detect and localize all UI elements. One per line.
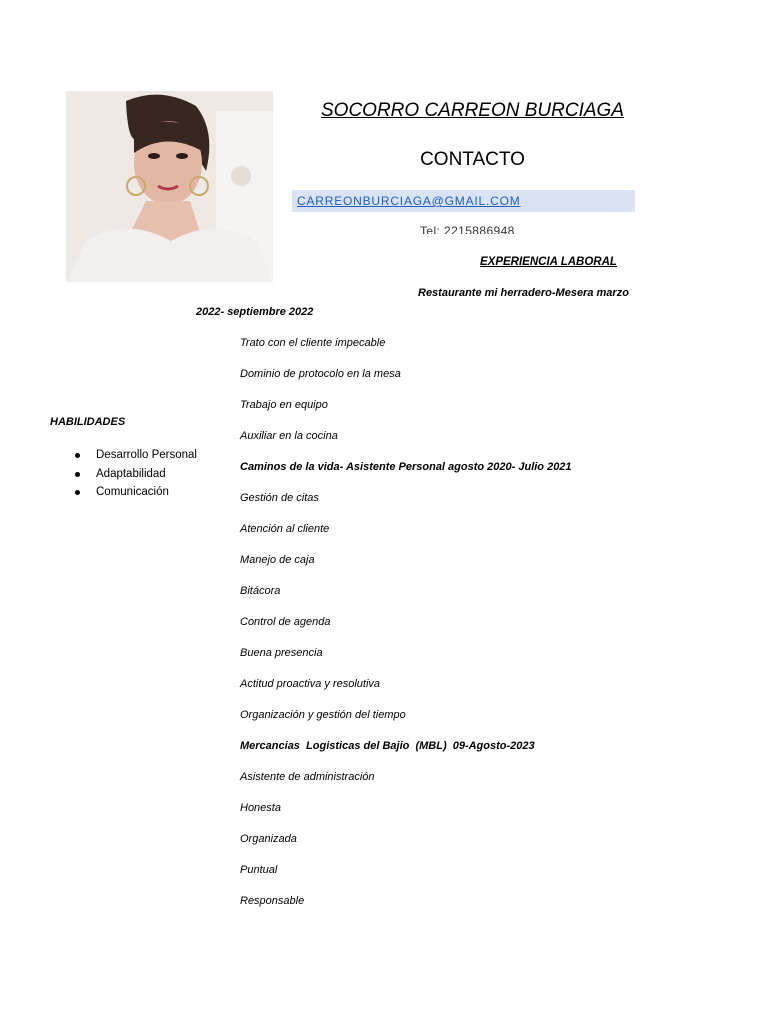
skill-item <box>70 446 220 465</box>
skills-heading: HABILIDADES <box>50 416 126 428</box>
job3-duty: Puntual <box>240 864 278 876</box>
job2-duty: Organización y gestión del tiempo <box>240 709 406 721</box>
bullet-icon <box>75 453 80 458</box>
skill-label: Comunicación <box>96 486 169 498</box>
job-title-1: Restaurante mi herradero-Mesera marzo <box>418 287 629 299</box>
job1-duty: Trabajo en equipo <box>240 399 328 411</box>
skill-label: Desarrollo Personal <box>96 449 197 461</box>
job3-duty: Asistente de administración <box>240 771 375 783</box>
contact-heading: CONTACTO <box>420 149 525 170</box>
skill-label: Adaptabilidad <box>96 467 166 480</box>
job1-duty: Auxiliar en la cocina <box>240 430 338 442</box>
job2-duty: Buena presencia <box>240 647 323 659</box>
job-title-2: Caminos de la vida- Asistente Personal agosto 2020- Julio 2021 <box>240 461 572 473</box>
phone-number: Tel: 2215886948 <box>420 224 515 234</box>
job2-duty: Actitud proactiva y resolutiva <box>240 678 381 690</box>
job1-duty: Trato con el cliente impecable <box>240 337 386 349</box>
job3-duty: Organizada <box>240 833 297 845</box>
job2-duty: Manejo de caja <box>240 554 315 566</box>
job-title-3: Mercancias Logisticas del Bajio (MBL) 09-Agosto-2023 <box>240 740 535 752</box>
job2-duty: Atención al cliente <box>240 523 330 535</box>
skill-item <box>70 465 220 484</box>
job1-duty: Dominio de protocolo en la mesa <box>240 368 401 380</box>
bullet-icon <box>75 472 80 477</box>
job2-duty: Control de agenda <box>240 616 331 628</box>
bullet-icon <box>75 490 80 495</box>
skills-list <box>70 446 220 502</box>
job3-duty: Responsable <box>240 895 305 907</box>
job3-duty: Honesta <box>240 802 281 814</box>
profile-photo <box>66 91 273 282</box>
job-dates-1: 2022- septiembre 2022 <box>196 306 314 318</box>
full-name: SOCORRO CARREON BURCIAGA <box>321 100 624 121</box>
job2-duty: Bitácora <box>240 585 281 597</box>
email-link[interactable]: CARREONBURCIAGA@GMAIL.COM <box>297 194 521 208</box>
job2-duty: Gestión de citas <box>240 492 319 504</box>
experience-heading: EXPERIENCIA LABORAL <box>480 256 617 268</box>
phone-container <box>420 222 515 234</box>
skill-item <box>70 483 220 502</box>
